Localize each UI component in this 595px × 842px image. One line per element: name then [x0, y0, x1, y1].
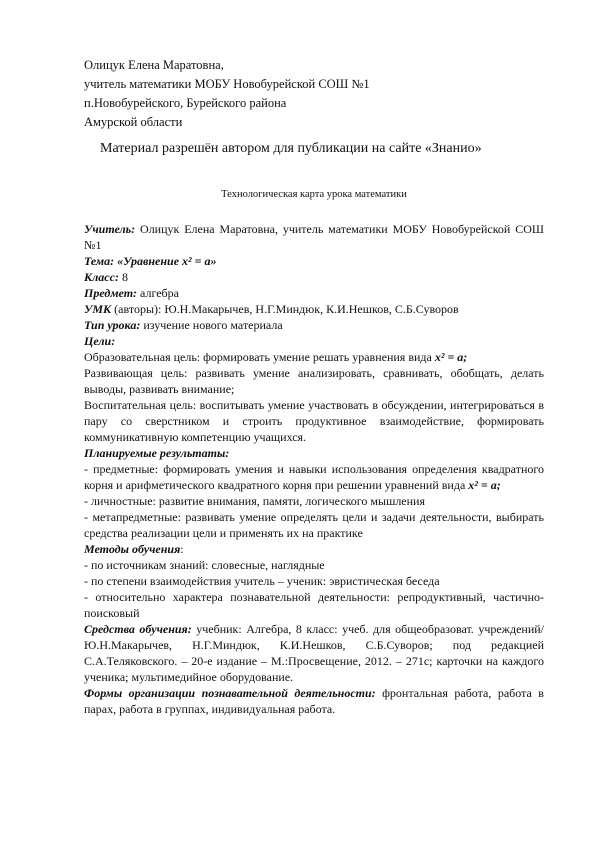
- author-header: [84, 56, 544, 132]
- topic-label: Тема:: [84, 254, 115, 268]
- permission-notice: Материал разрешён автором для публикации на сайте «Знанио»: [100, 141, 482, 156]
- means-label: Средства обучения:: [84, 622, 192, 636]
- author-position: учитель математики МОБУ Новобурейской СОШ №1: [84, 77, 370, 91]
- umk-label: УМК: [84, 302, 112, 316]
- forms-line: [84, 685, 544, 717]
- subject-label: Предмет:: [84, 286, 138, 300]
- methods-label: Методы обучения: [84, 542, 181, 556]
- results-label: Планируемые результаты:: [84, 446, 230, 460]
- goal-educational-text: Образовательная цель: формировать умение решать уравнения вида: [84, 350, 435, 364]
- document-body: [84, 221, 544, 717]
- lesson-type-line: [84, 317, 544, 333]
- grade-label: Класс:: [84, 270, 119, 284]
- umk-line: [84, 301, 544, 317]
- method-interaction: - по степени взаимодействия учитель – ученик: эвристическая беседа: [84, 574, 440, 588]
- method-source: - по источникам знаний: словесные, наглядные: [84, 558, 325, 572]
- method-cognitive: - относительно характера познавательной деятельности: репродуктивный, частично-поисковый: [84, 590, 544, 620]
- results-heading: [84, 445, 544, 461]
- means-line: [84, 621, 544, 685]
- umk-value: (авторы): Ю.Н.Макарычев, Н.Г.Миндюк, К.И.Нешков, С.Б.Суворов: [111, 302, 459, 316]
- goals-heading: [84, 333, 544, 349]
- goal-educational-formula: x² = a;: [434, 350, 468, 364]
- teacher-label: Учитель:: [84, 222, 136, 236]
- goal-educational: [84, 349, 544, 365]
- author-name: Олицук Елена Маратовна,: [84, 58, 224, 72]
- teacher-value: Олицук Елена Маратовна, учитель математики МОБУ Новобурейской СОШ №1: [84, 222, 544, 252]
- lesson-type-label: Тип урока:: [84, 318, 141, 332]
- methods-colon: :: [180, 542, 184, 556]
- forms-label: Формы организации познавательной деятельности:: [84, 686, 376, 700]
- goals-label: Цели:: [84, 334, 116, 348]
- forms-value: фронтальная работа, работа в парах, работа в группах, индивидуальная работа.: [84, 686, 544, 716]
- goal-upbringing: Воспитательная цель: воспитывать умение участвовать в обсуждении, интегрироваться в пару со сверстником и строить продуктивное взаимодействие, формировать коммуникативную компетенцию учащихся.: [84, 398, 544, 444]
- goal-developing: Развивающая цель: развивать умение анализировать, сравнивать, обобщать, делать выводы, развивать внимание;: [84, 366, 544, 396]
- means-value: учебник: Алгебра, 8 класс: учеб. для общеобразоват. учреждений/Ю.Н.Макарычев, Н.Г.Миндюк, К.И.Нешков, С.Б.Суворов; под редакцией С.А.Теляковского. – 20-е издание – М.:Просвещение, 2012. – 271с; карточки на каждого ученика; мультимедийное оборудование.: [84, 622, 545, 684]
- result-meta: - метапредметные: развивать умение определять цели и задачи деятельности, выбирать средства реализации цели и применять их на практике: [84, 510, 544, 540]
- author-locality: п.Новобурейского, Бурейского района: [84, 96, 287, 110]
- topic-line: [84, 253, 544, 269]
- result-subject-text: - предметные: формировать умения и навыки использования определения квадратного корня и арифметического квадратного корня при решении уравнений вида: [84, 462, 544, 492]
- result-subject: [84, 461, 544, 493]
- teacher-line: [84, 221, 544, 253]
- subject-value: алгебра: [137, 286, 179, 300]
- topic-value: «Уравнение x² = a»: [114, 254, 217, 268]
- author-region: Амурской области: [84, 115, 183, 129]
- lesson-type-value: изучение нового материала: [140, 318, 283, 332]
- result-personal: - личностные: развитие внимания, памяти, логического мышления: [84, 494, 425, 508]
- grade-value: 8: [118, 270, 128, 284]
- subject-line: [84, 285, 544, 301]
- methods-heading: [84, 541, 544, 557]
- grade-line: [84, 269, 544, 285]
- result-subject-formula: x² = a;: [468, 478, 501, 492]
- document-title: Технологическая карта урока математики: [221, 189, 407, 200]
